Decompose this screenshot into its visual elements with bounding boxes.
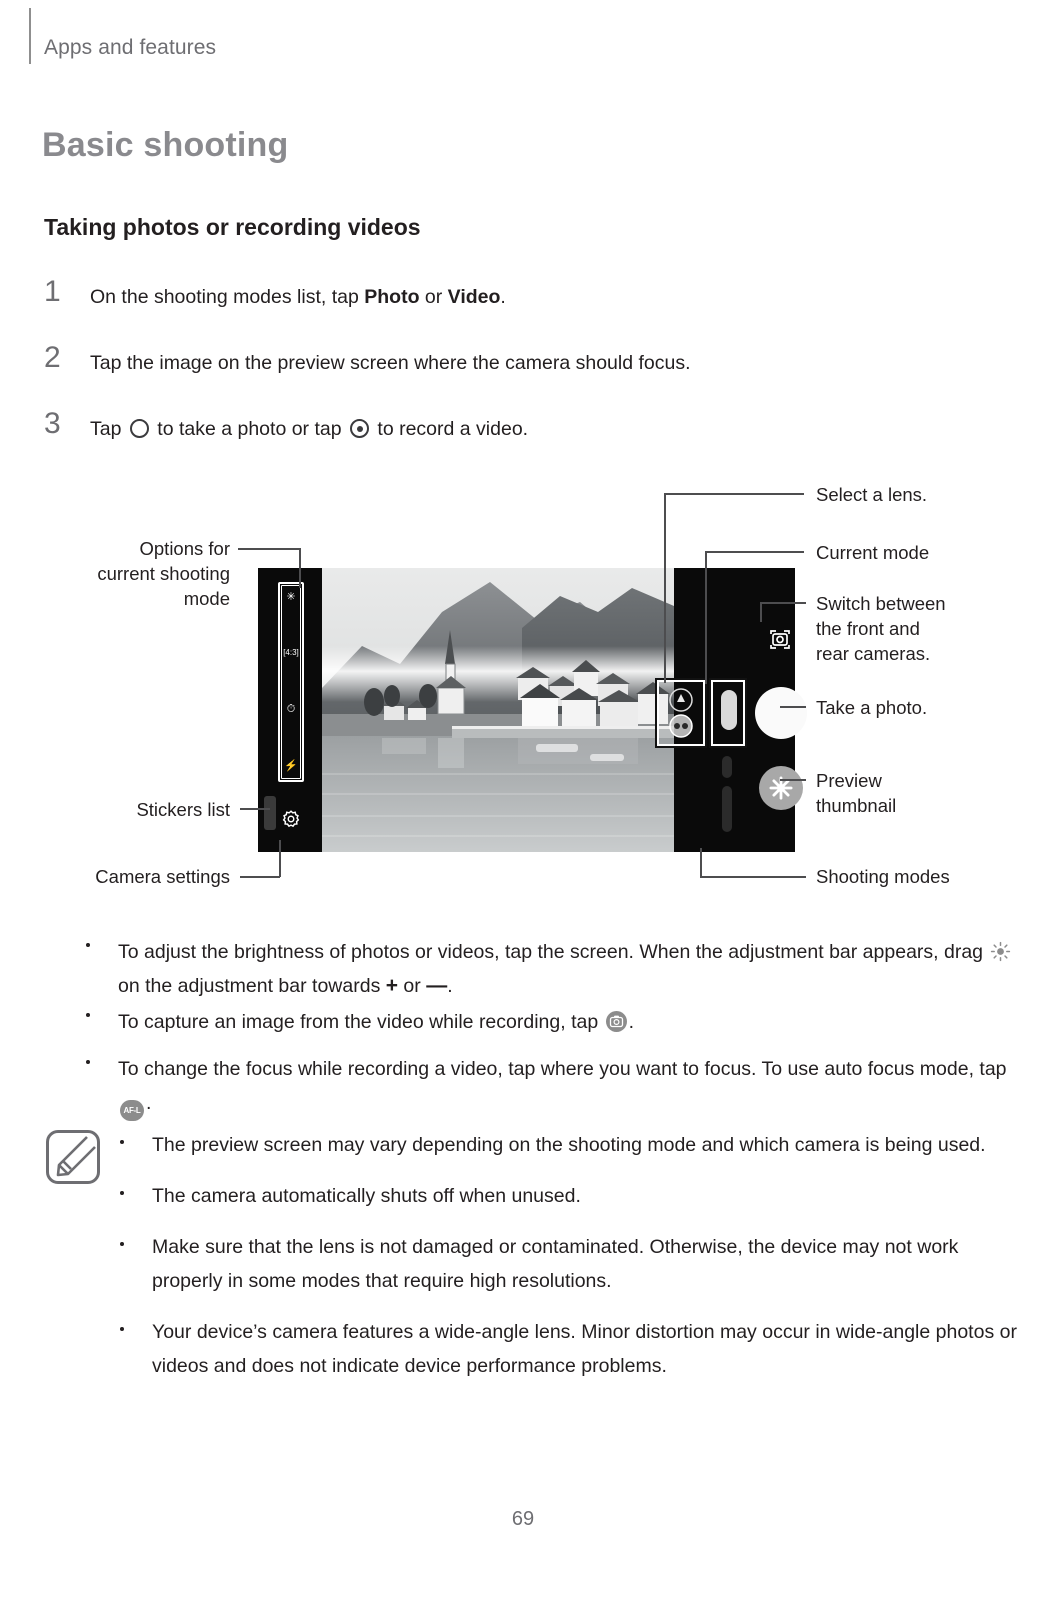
label-line-1: Preview bbox=[816, 770, 882, 791]
note-item bbox=[120, 1179, 1020, 1213]
label-preview-thumbnail bbox=[816, 768, 976, 818]
bullet-text-p2: . bbox=[628, 1011, 635, 1033]
leader-line-settings-rise bbox=[279, 840, 281, 877]
label-current-mode: Current mode bbox=[816, 542, 930, 563]
timer-icon[interactable]: ⏱ bbox=[286, 702, 296, 715]
step-emphasis-photo: Photo bbox=[364, 286, 420, 308]
label-line-2: the front and bbox=[816, 618, 920, 639]
leader-line-shutter bbox=[780, 706, 806, 708]
bullet-text-p3: or bbox=[398, 975, 427, 997]
rail-highlight-box bbox=[281, 585, 301, 779]
gear-icon[interactable] bbox=[280, 808, 302, 830]
step-item bbox=[44, 275, 1004, 311]
shutter-button-icon bbox=[130, 419, 149, 438]
aspect-ratio-icon[interactable]: [4:3] bbox=[283, 648, 299, 658]
plus-icon: + bbox=[385, 974, 399, 997]
step-text-mid: or bbox=[419, 286, 448, 308]
bullet-text-p2: on the adjustment bar towards bbox=[118, 975, 386, 997]
label-options-for-current-shooting-mode bbox=[60, 536, 230, 611]
leader-line-switch bbox=[760, 602, 806, 604]
effects-icon[interactable]: ✳ bbox=[286, 591, 296, 603]
label-shooting-modes: Shooting modes bbox=[816, 866, 950, 887]
note-text: The preview screen may vary depending on the shooting mode and which camera is being used. bbox=[152, 1134, 986, 1156]
leader-line-mode bbox=[705, 551, 804, 553]
step-text bbox=[90, 415, 1004, 443]
shutter-button[interactable] bbox=[755, 687, 807, 739]
label-switch-cameras bbox=[816, 591, 996, 666]
label-line-1: Switch between bbox=[816, 593, 946, 614]
leader-line-lens-drop bbox=[664, 493, 666, 683]
list-item bbox=[86, 1005, 1016, 1039]
bullet-dot bbox=[86, 943, 90, 947]
bullet-dot bbox=[86, 1013, 90, 1017]
stickers-list-button[interactable] bbox=[264, 796, 276, 830]
current-mode-icon bbox=[721, 690, 737, 730]
bullet-dot bbox=[120, 1327, 124, 1331]
label-line-3: rear cameras. bbox=[816, 643, 931, 664]
label-stickers-list: Stickers list bbox=[136, 799, 230, 820]
step-text bbox=[90, 283, 1004, 311]
bullet-text bbox=[118, 935, 1016, 1003]
step-number: 1 bbox=[44, 275, 61, 308]
label-camera-settings: Camera settings bbox=[95, 866, 230, 887]
bullet-text-p4: . bbox=[447, 975, 453, 997]
list-item bbox=[86, 1052, 1016, 1121]
camera-preview-photo bbox=[322, 568, 674, 852]
lens-select-highlight[interactable] bbox=[657, 680, 705, 746]
step-text: Tap the image on the preview screen where the camera should focus. bbox=[90, 352, 691, 374]
page-number: 69 bbox=[511, 1508, 535, 1530]
step-text-pre: Tap bbox=[90, 418, 127, 440]
note-item bbox=[120, 1128, 1020, 1162]
leader-line-lens bbox=[664, 493, 804, 495]
shooting-modes-strip[interactable] bbox=[720, 748, 734, 848]
note-text: The camera automatically shuts off when unused. bbox=[152, 1185, 581, 1207]
bullet-text-p1: To adjust the brightness of photos or videos, tap the screen. When the adjustment bar appears, drag bbox=[118, 941, 989, 963]
step-item bbox=[44, 341, 1004, 377]
record-button-icon bbox=[350, 419, 369, 438]
step-number: 3 bbox=[44, 407, 61, 440]
label-line-3: mode bbox=[183, 588, 230, 609]
bullet-text-p1: To capture an image from the video while recording, tap bbox=[118, 1011, 604, 1033]
list-item bbox=[86, 935, 1016, 1003]
step-text-pre: On the shooting modes list, tap bbox=[90, 286, 365, 308]
label-line-1: Options for bbox=[139, 538, 230, 559]
step-number: 2 bbox=[44, 341, 61, 374]
minus-icon: — bbox=[426, 974, 448, 997]
bullet-text-p1: To change the focus while recording a video, tap where you want to focus. To use auto focus mode, tap bbox=[118, 1058, 1007, 1080]
step-item bbox=[44, 407, 1004, 443]
phone-preview-frame bbox=[258, 568, 795, 852]
brightness-icon bbox=[990, 941, 1011, 962]
preview-thumbnail-icon[interactable] bbox=[759, 766, 803, 810]
switch-camera-icon[interactable] bbox=[758, 618, 802, 662]
leader-line-switch-drop bbox=[760, 602, 762, 622]
label-select-a-lens: Select a lens. bbox=[816, 484, 928, 505]
step-text-post: . bbox=[500, 286, 506, 308]
bullet-text-p2: . bbox=[146, 1092, 152, 1114]
running-head: Apps and features bbox=[44, 36, 217, 59]
leader-line-thumbnail bbox=[780, 779, 806, 781]
leader-line-settings bbox=[240, 876, 280, 878]
camera-ui-diagram bbox=[0, 468, 1046, 908]
capture-photo-icon bbox=[606, 1011, 627, 1032]
label-line-2: current shooting bbox=[97, 563, 230, 584]
bullet-text bbox=[118, 1052, 1016, 1121]
note-text: Your device’s camera features a wide-angle lens. Minor distortion may occur in wide-angle photos or videos and does not indicate device performance problems. bbox=[152, 1321, 1017, 1377]
header-rule bbox=[29, 8, 31, 64]
note-text: Make sure that the lens is not damaged or contaminated. Otherwise, the device may not work properly in some modes that require high resolutions. bbox=[152, 1236, 959, 1292]
note-pencil-icon bbox=[46, 1130, 100, 1184]
current-mode-highlight[interactable] bbox=[711, 680, 745, 746]
label-line-2: thumbnail bbox=[816, 795, 897, 816]
step-text-post: to record a video. bbox=[372, 418, 529, 440]
leader-line-stickers bbox=[240, 808, 270, 810]
leader-line-modes bbox=[700, 876, 806, 878]
step-text-mid: to take a photo or tap bbox=[151, 418, 347, 440]
section-heading: Taking photos or recording videos bbox=[44, 214, 421, 240]
leader-line-mode-drop bbox=[705, 551, 707, 684]
note-list bbox=[120, 1128, 1020, 1400]
bullet-dot bbox=[120, 1140, 124, 1144]
flash-off-icon[interactable]: ⚡ bbox=[284, 759, 298, 772]
bullet-text bbox=[118, 1005, 1016, 1039]
step-emphasis-video: Video bbox=[447, 286, 501, 308]
note-item bbox=[120, 1315, 1020, 1383]
bullet-dot bbox=[120, 1242, 124, 1246]
bullet-dot bbox=[120, 1191, 124, 1195]
label-take-a-photo: Take a photo. bbox=[816, 697, 928, 718]
bullet-dot bbox=[86, 1060, 90, 1064]
leader-line-modes-rise bbox=[700, 848, 702, 877]
af-lock-icon: AF-L bbox=[120, 1100, 144, 1121]
note-item bbox=[120, 1230, 1020, 1298]
leader-line-options bbox=[238, 548, 300, 550]
leader-line-options-drop bbox=[299, 548, 301, 588]
page-title: Basic shooting bbox=[42, 126, 289, 164]
